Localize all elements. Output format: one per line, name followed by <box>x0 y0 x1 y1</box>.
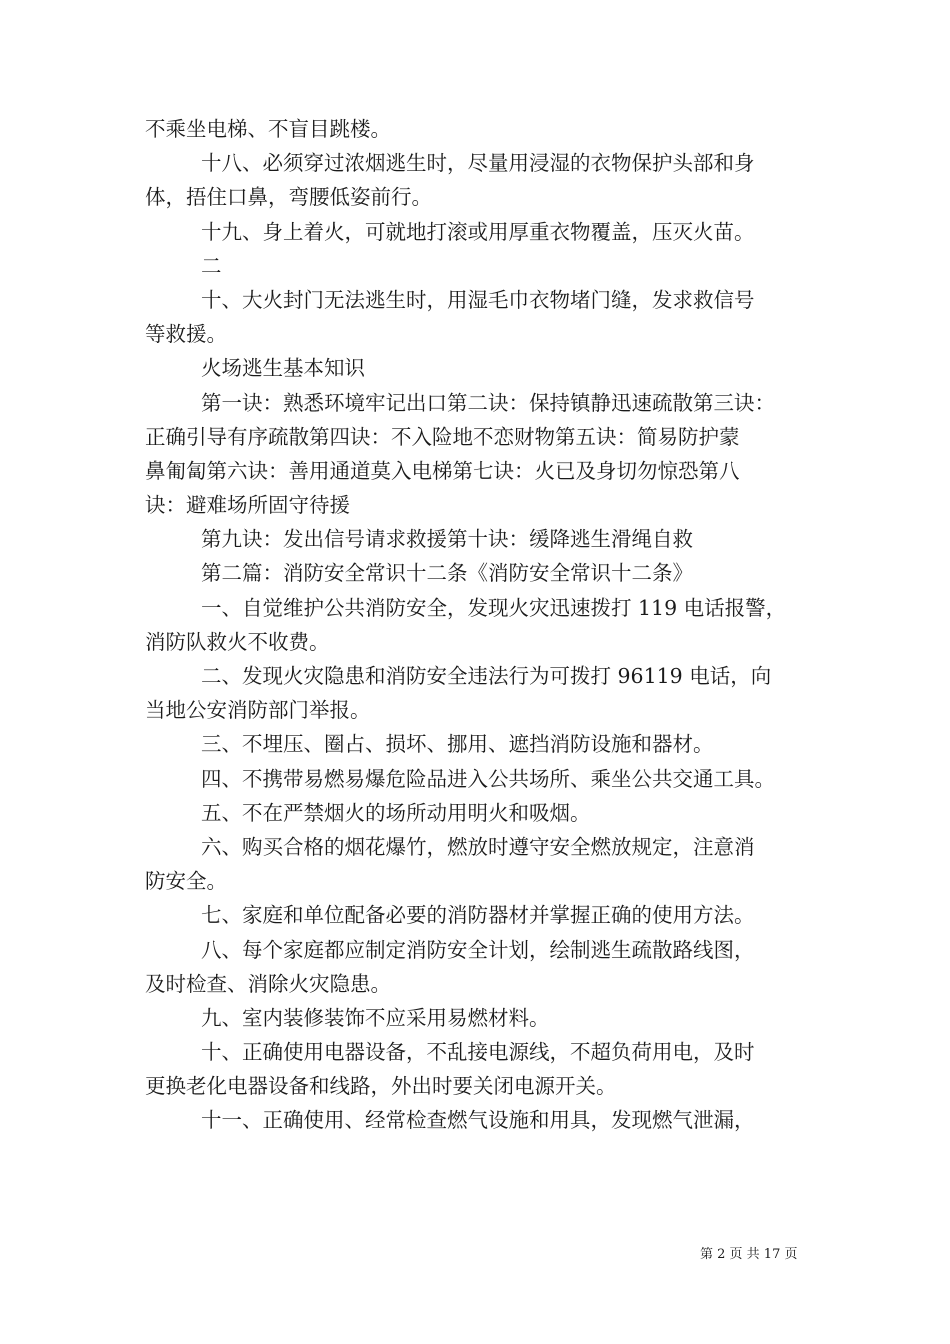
text-line: 消防队救火不收费。 <box>145 629 330 654</box>
text-line: 一、自觉维护公共消防安全，发现火灾迅速拨打 119 电话报警， <box>201 595 787 620</box>
text-line: 十八、必须穿过浓烟逃生时，尽量用浸湿的衣物保护头部和身 <box>201 151 755 176</box>
document-body <box>145 112 810 1138</box>
text-line: 八、每个家庭都应制定消防安全计划，绘制逃生疏散路线图， <box>201 937 755 962</box>
text-line: 二、发现火灾隐患和消防安全违法行为可拨打 96119 电话，向 <box>201 664 772 688</box>
text-line: 当地公安消防部门举报。 <box>145 698 371 723</box>
text-line: 第一诀：熟悉环境牢记出口第二诀：保持镇静迅速疏散第三诀： <box>201 390 775 415</box>
text-line: 等救援。 <box>145 322 227 347</box>
text-line: 五、不在严禁烟火的场所动用明火和吸烟。 <box>201 800 591 825</box>
text-line: 正确引导有序疏散第四诀：不入险地不恋财物第五诀：简易防护蒙 <box>145 424 740 449</box>
text-line: 防安全。 <box>145 869 227 894</box>
text-line: 鼻匍匐第六诀：善用通道莫入电梯第七诀：火已及身切勿惊恐第八 <box>145 458 740 483</box>
text-line: 十九、身上着火，可就地打滚或用厚重衣物覆盖，压灭火苗。 <box>201 219 755 244</box>
text-line: 二 <box>201 253 222 278</box>
text-line: 十、大火封门无法逃生时，用湿毛巾衣物堵门缝，发求救信号 <box>201 287 755 312</box>
text-line: 更换老化电器设备和线路，外出时要关闭电源开关。 <box>145 1074 617 1099</box>
text-line: 九、室内装修装饰不应采用易燃材料。 <box>201 1005 550 1030</box>
text-line: 十、正确使用电器设备，不乱接电源线，不超负荷用电，及时 <box>201 1040 755 1065</box>
text-line: 不乘坐电梯、不盲目跳楼。 <box>145 117 391 141</box>
section-heading: 第二篇：消防安全常识十二条《消防安全常识十二条》 <box>201 561 693 586</box>
text-line: 六、购买合格的烟花爆竹，燃放时遵守安全燃放规定，注意消 <box>201 834 755 859</box>
page-number-footer: 第 2 页 共 17 页 <box>700 1247 798 1262</box>
text-line: 三、不埋压、圈占、损坏、挪用、遮挡消防设施和器材。 <box>201 732 714 757</box>
text-line: 十一、正确使用、经常检查燃气设施和用具，发现燃气泄漏， <box>201 1108 755 1133</box>
text-line: 七、家庭和单位配备必要的消防器材并掌握正确的使用方法。 <box>201 903 755 928</box>
text-line: 及时检查、消除火灾隐患。 <box>145 971 391 996</box>
text-line: 诀：避难场所固守待援 <box>145 493 350 518</box>
text-line: 体，捂住口鼻，弯腰低姿前行。 <box>145 185 432 210</box>
text-line: 四、不携带易燃易爆危险品进入公共场所、乘坐公共交通工具。 <box>201 766 775 791</box>
section-heading: 火场逃生基本知识 <box>201 356 365 381</box>
text-line: 第九诀：发出信号请求救援第十诀：缓降逃生滑绳自救 <box>201 527 693 552</box>
